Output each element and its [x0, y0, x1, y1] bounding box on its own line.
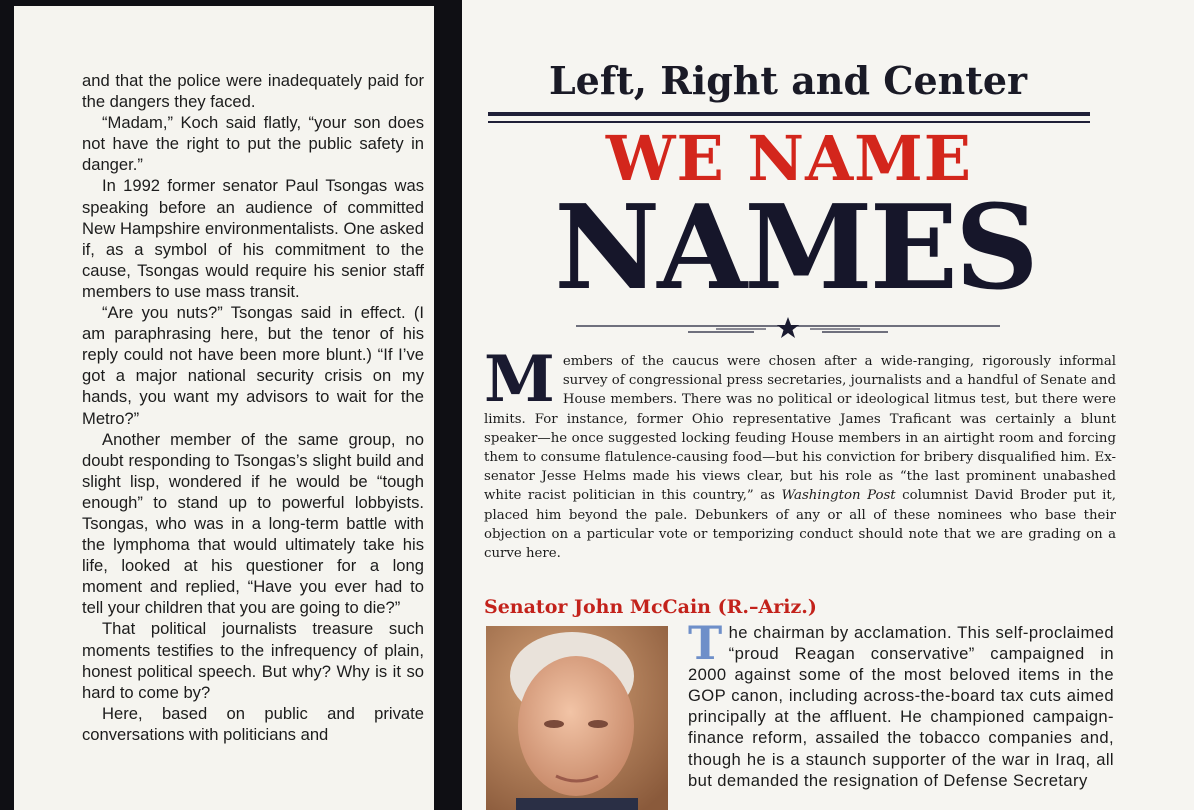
profile-body — [688, 616, 1114, 791]
left-page — [14, 6, 434, 810]
title-rule-thick — [488, 112, 1090, 116]
paragraph: “Are you nuts?” Tsongas said in effect. (I am paraphrasing here, but the tenor of his reply could not have been more blunt.) “If I’ve got a major national security crisis on my hands, you want my advisors to wait for the Metro?” — [82, 303, 424, 428]
mccain-photo — [486, 626, 668, 810]
paragraph: Another member of the same group, no doubt responding to Tsongas’s slight build and slight lisp, wondered if he would be “tough enough” to stand up to powerful lobbyists. Tsongas, who was in a long-term battle with the lymphoma that would ultimately take his life, looked at his questioner for a long moment and replied, “Have you ever had to tell your children that you are going to die?” — [82, 429, 424, 618]
star-icon — [777, 317, 799, 338]
intro-dropcap: M — [484, 342, 555, 417]
paragraph: That political journalists treasure such moments testifies to the infrequency of plain, honest political speech. But why? Why is it so hard to come by? — [82, 619, 424, 702]
star-divider-ornament — [576, 316, 1000, 340]
intro-text: embers of the caucus were chosen after a wide-ranging, rigorously informal survey of congressional press secretaries, journalists and a handful of Senate and House members. There was no political or ideological litmus test, but there were limits. For instance, former Ohio representative James Traficant was certainly a blunt speaker—he once suggested locking feuding House members in an airtight room and forcing them to consume flatulence-causing food—but his conviction for bribery disqualified him. Ex-senator Jesse Helms made his views clear, but his role as “the last prominent unabashed white racist politician in this country,” as — [484, 354, 1116, 504]
paragraph: In 1992 former senator Paul Tsongas was speaking before an audience of committed New Hampshire environmentalists. One asked if, as a symbol of his commitment to the cause, Tsongas would require his senior staff members to use mass transit. — [82, 176, 424, 301]
portrait-illustration — [486, 626, 668, 810]
paragraph: “Madam,” Koch said flatly, “your son does not have the right to put the public safety in danger.” — [82, 113, 424, 175]
paragraph: and that the police were inadequately paid for the dangers they faced. — [82, 71, 424, 112]
headline-top: WE NAME — [605, 122, 973, 195]
profile-text: he chairman by acclamation. This self-proclaimed “proud Reagan conservative” campaigned in 2000 against some of the most beloved items in the GOP canon, including across-the-board tax cuts aimed principally at the affluent. He championed campaign-finance reform, assailed the tobacco companies and, though he is a staunch supporter of the war in Iraq, all but demanded the resignation of Defense Secretary — [688, 623, 1114, 790]
profile-heading: Senator John McCain (R.–Ariz.) — [484, 596, 817, 618]
right-page — [462, 0, 1194, 810]
intro-paragraph — [484, 342, 1117, 563]
paragraph: Here, based on public and private conversations with politicians and — [82, 703, 424, 744]
profile-dropcap: T — [688, 616, 723, 670]
section-title: Left, Right and Center — [548, 58, 1028, 103]
intro-publication: Washington Post — [781, 488, 896, 504]
left-column-text — [82, 70, 424, 745]
intro-text-end: columnist David Broder put it, placed him beyond the pale. Debunkers of any or all of these nominees who base their objection on a particular vote or temporizing conduct should note that we are grading on a curve here. — [484, 488, 1117, 562]
headline-main: NAMES — [554, 180, 1036, 316]
